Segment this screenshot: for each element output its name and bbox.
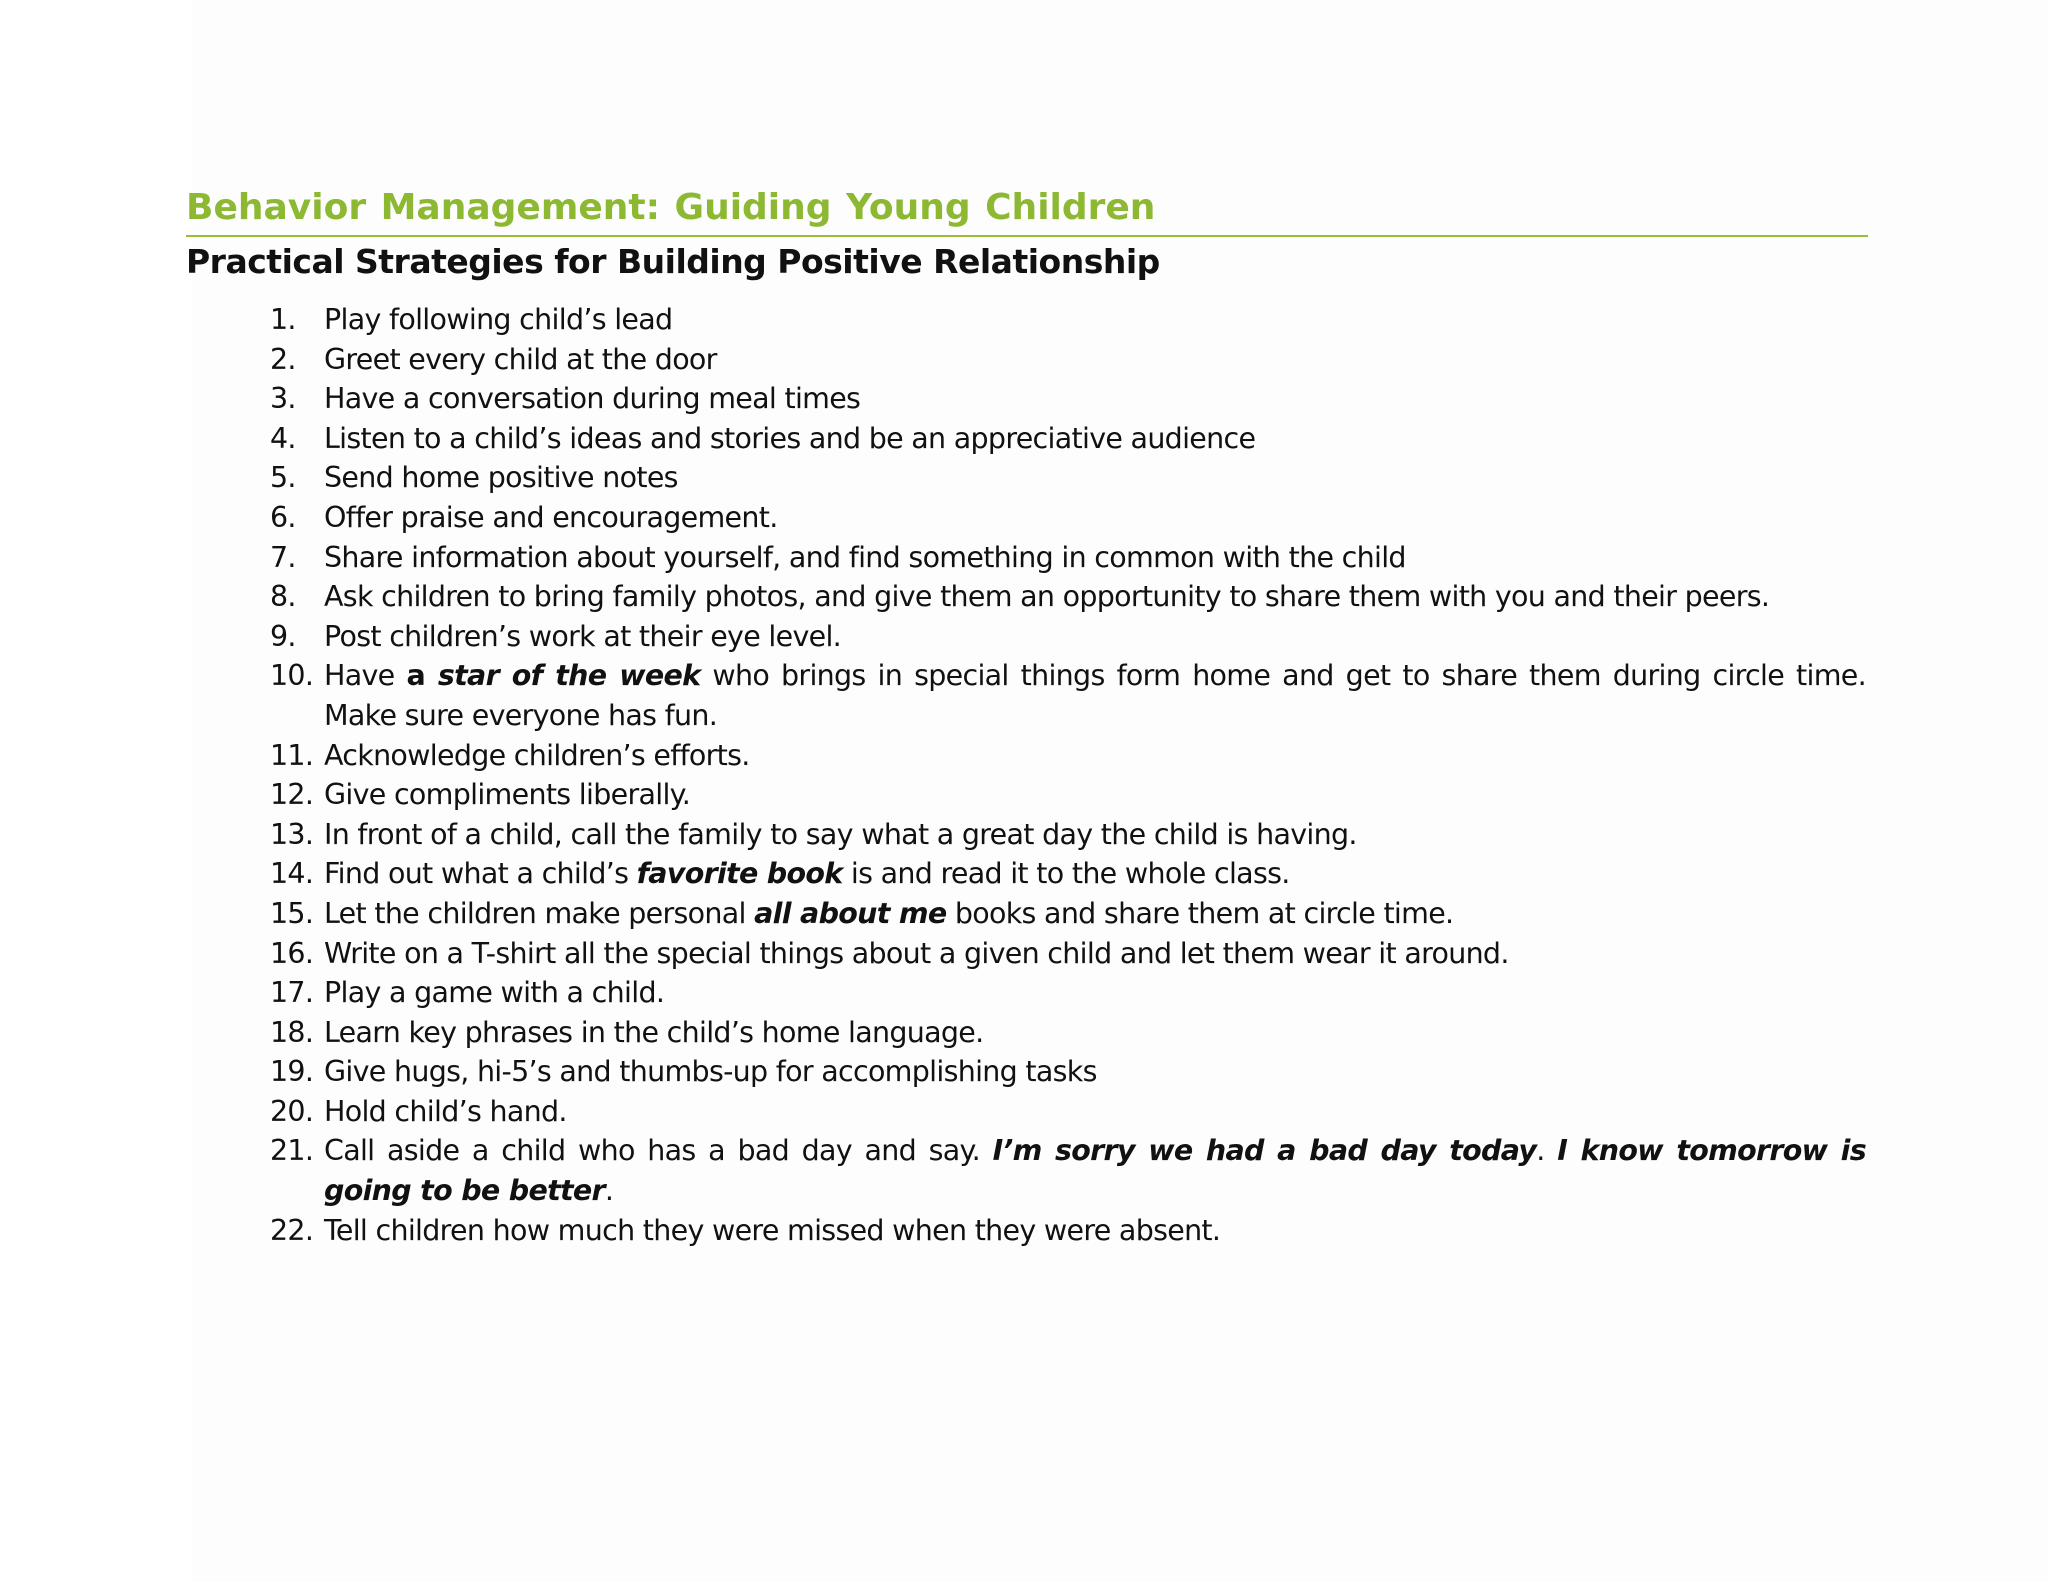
strategy-item (270, 775, 1870, 815)
item-number: 10. (270, 659, 314, 693)
item-text: Post children’s work at their eye level. (324, 619, 842, 653)
item-number: 4. (270, 421, 296, 455)
item-text: who brings in special things form home and get to share them during circle time. Make sure everyone has fun. (324, 659, 1867, 732)
document-subtitle: Practical Strategies for Building Positive Relationship (186, 242, 1160, 281)
item-text: Send home positive notes (324, 461, 678, 495)
item-text: Offer praise and encouragement. (324, 500, 778, 534)
item-text: Have a conversation during meal times (324, 382, 861, 416)
strategy-item (270, 340, 1870, 380)
strategy-item (270, 934, 1870, 974)
item-text: Call aside a child who has a bad day and say. (324, 1134, 993, 1168)
item-number: 17. (270, 976, 314, 1010)
item-text: Play following child’s lead (324, 303, 673, 336)
strategy-item (270, 1131, 1866, 1210)
item-bold-text: a (406, 659, 438, 693)
document-title: Behavior Management: Guiding Young Children (186, 187, 1156, 228)
item-number: 16. (270, 936, 314, 970)
item-number: 12. (270, 778, 314, 812)
strategy-item (270, 419, 1870, 459)
item-emphasis: I’m sorry we had a bad day today (992, 1134, 1537, 1168)
strategy-item (270, 379, 1870, 419)
strategy-item (270, 973, 1870, 1013)
strategy-item (270, 1052, 1870, 1092)
item-text: Acknowledge children’s efforts. (324, 738, 750, 772)
item-text: Let the children make personal (324, 896, 755, 930)
strategy-item (270, 577, 1870, 617)
item-text: Greet every child at the door (324, 342, 717, 376)
item-text: . (1536, 1134, 1558, 1168)
item-text: Listen to a child’s ideas and stories and be an appreciative audience (324, 421, 1256, 455)
item-text: Play a game with a child. (324, 976, 665, 1010)
strategy-item (270, 1211, 1870, 1251)
item-number: 5. (270, 461, 296, 495)
item-number: 19. (270, 1055, 314, 1089)
strategy-item (270, 815, 1870, 855)
item-number: 21. (270, 1134, 314, 1168)
item-number: 22. (270, 1213, 314, 1247)
item-text: . (604, 1174, 614, 1208)
strategy-item (270, 1013, 1870, 1053)
item-text: Write on a T-shirt all the special things about a given child and let them wear it around. (324, 936, 1509, 970)
item-number: 18. (270, 1015, 314, 1049)
strategy-item (270, 854, 1870, 894)
item-emphasis: favorite book (636, 857, 843, 891)
item-text: Give hugs, hi-5’s and thumbs-up for accomplishing tasks (324, 1055, 1097, 1089)
item-number: 14. (270, 857, 314, 891)
item-text: Find out what a child’s (324, 857, 637, 891)
strategy-item (270, 894, 1870, 934)
item-number: 11. (270, 738, 314, 772)
strategy-item (270, 617, 1870, 657)
strategy-item (270, 300, 1870, 340)
strategy-item (270, 1092, 1870, 1132)
item-text: books and share them at circle time. (946, 896, 1454, 930)
item-text: Hold child’s hand. (324, 1094, 567, 1128)
item-number: 20. (270, 1094, 314, 1128)
item-text: Have (324, 659, 407, 693)
item-number: 13. (270, 817, 314, 851)
item-number: 9. (270, 619, 296, 653)
item-text: In front of a child, call the family to say what a great day the child is having. (324, 817, 1357, 851)
item-text: Share information about yourself, and find something in common with the child (324, 540, 1406, 574)
strategy-item (270, 458, 1870, 498)
item-number: 15. (270, 896, 314, 930)
item-emphasis: all about me (754, 896, 947, 930)
strategy-item (270, 656, 1866, 735)
item-number: 2. (270, 342, 296, 376)
item-emphasis: I know tomorrow is going to be better (324, 1134, 1867, 1208)
item-text: Tell children how much they were missed when they were absent. (324, 1213, 1221, 1247)
item-number: 3. (270, 382, 296, 416)
strategy-item (270, 538, 1870, 578)
document-header (186, 181, 1868, 237)
item-text: Ask children to bring family photos, and give them an opportunity to share them with you and their peers. (324, 580, 1770, 614)
item-number: 6. (270, 500, 296, 534)
item-number: 7. (270, 540, 296, 574)
item-text: Give compliments liberally. (324, 778, 691, 812)
strategy-item (270, 498, 1870, 538)
item-emphasis: star of the week (437, 659, 701, 693)
item-text: Learn key phrases in the child’s home language. (324, 1015, 984, 1049)
item-number: 1. (270, 303, 296, 336)
item-number: 8. (270, 580, 296, 614)
item-text: is and read it to the whole class. (842, 857, 1290, 891)
strategy-list (270, 300, 1870, 1250)
strategy-item (270, 736, 1870, 776)
